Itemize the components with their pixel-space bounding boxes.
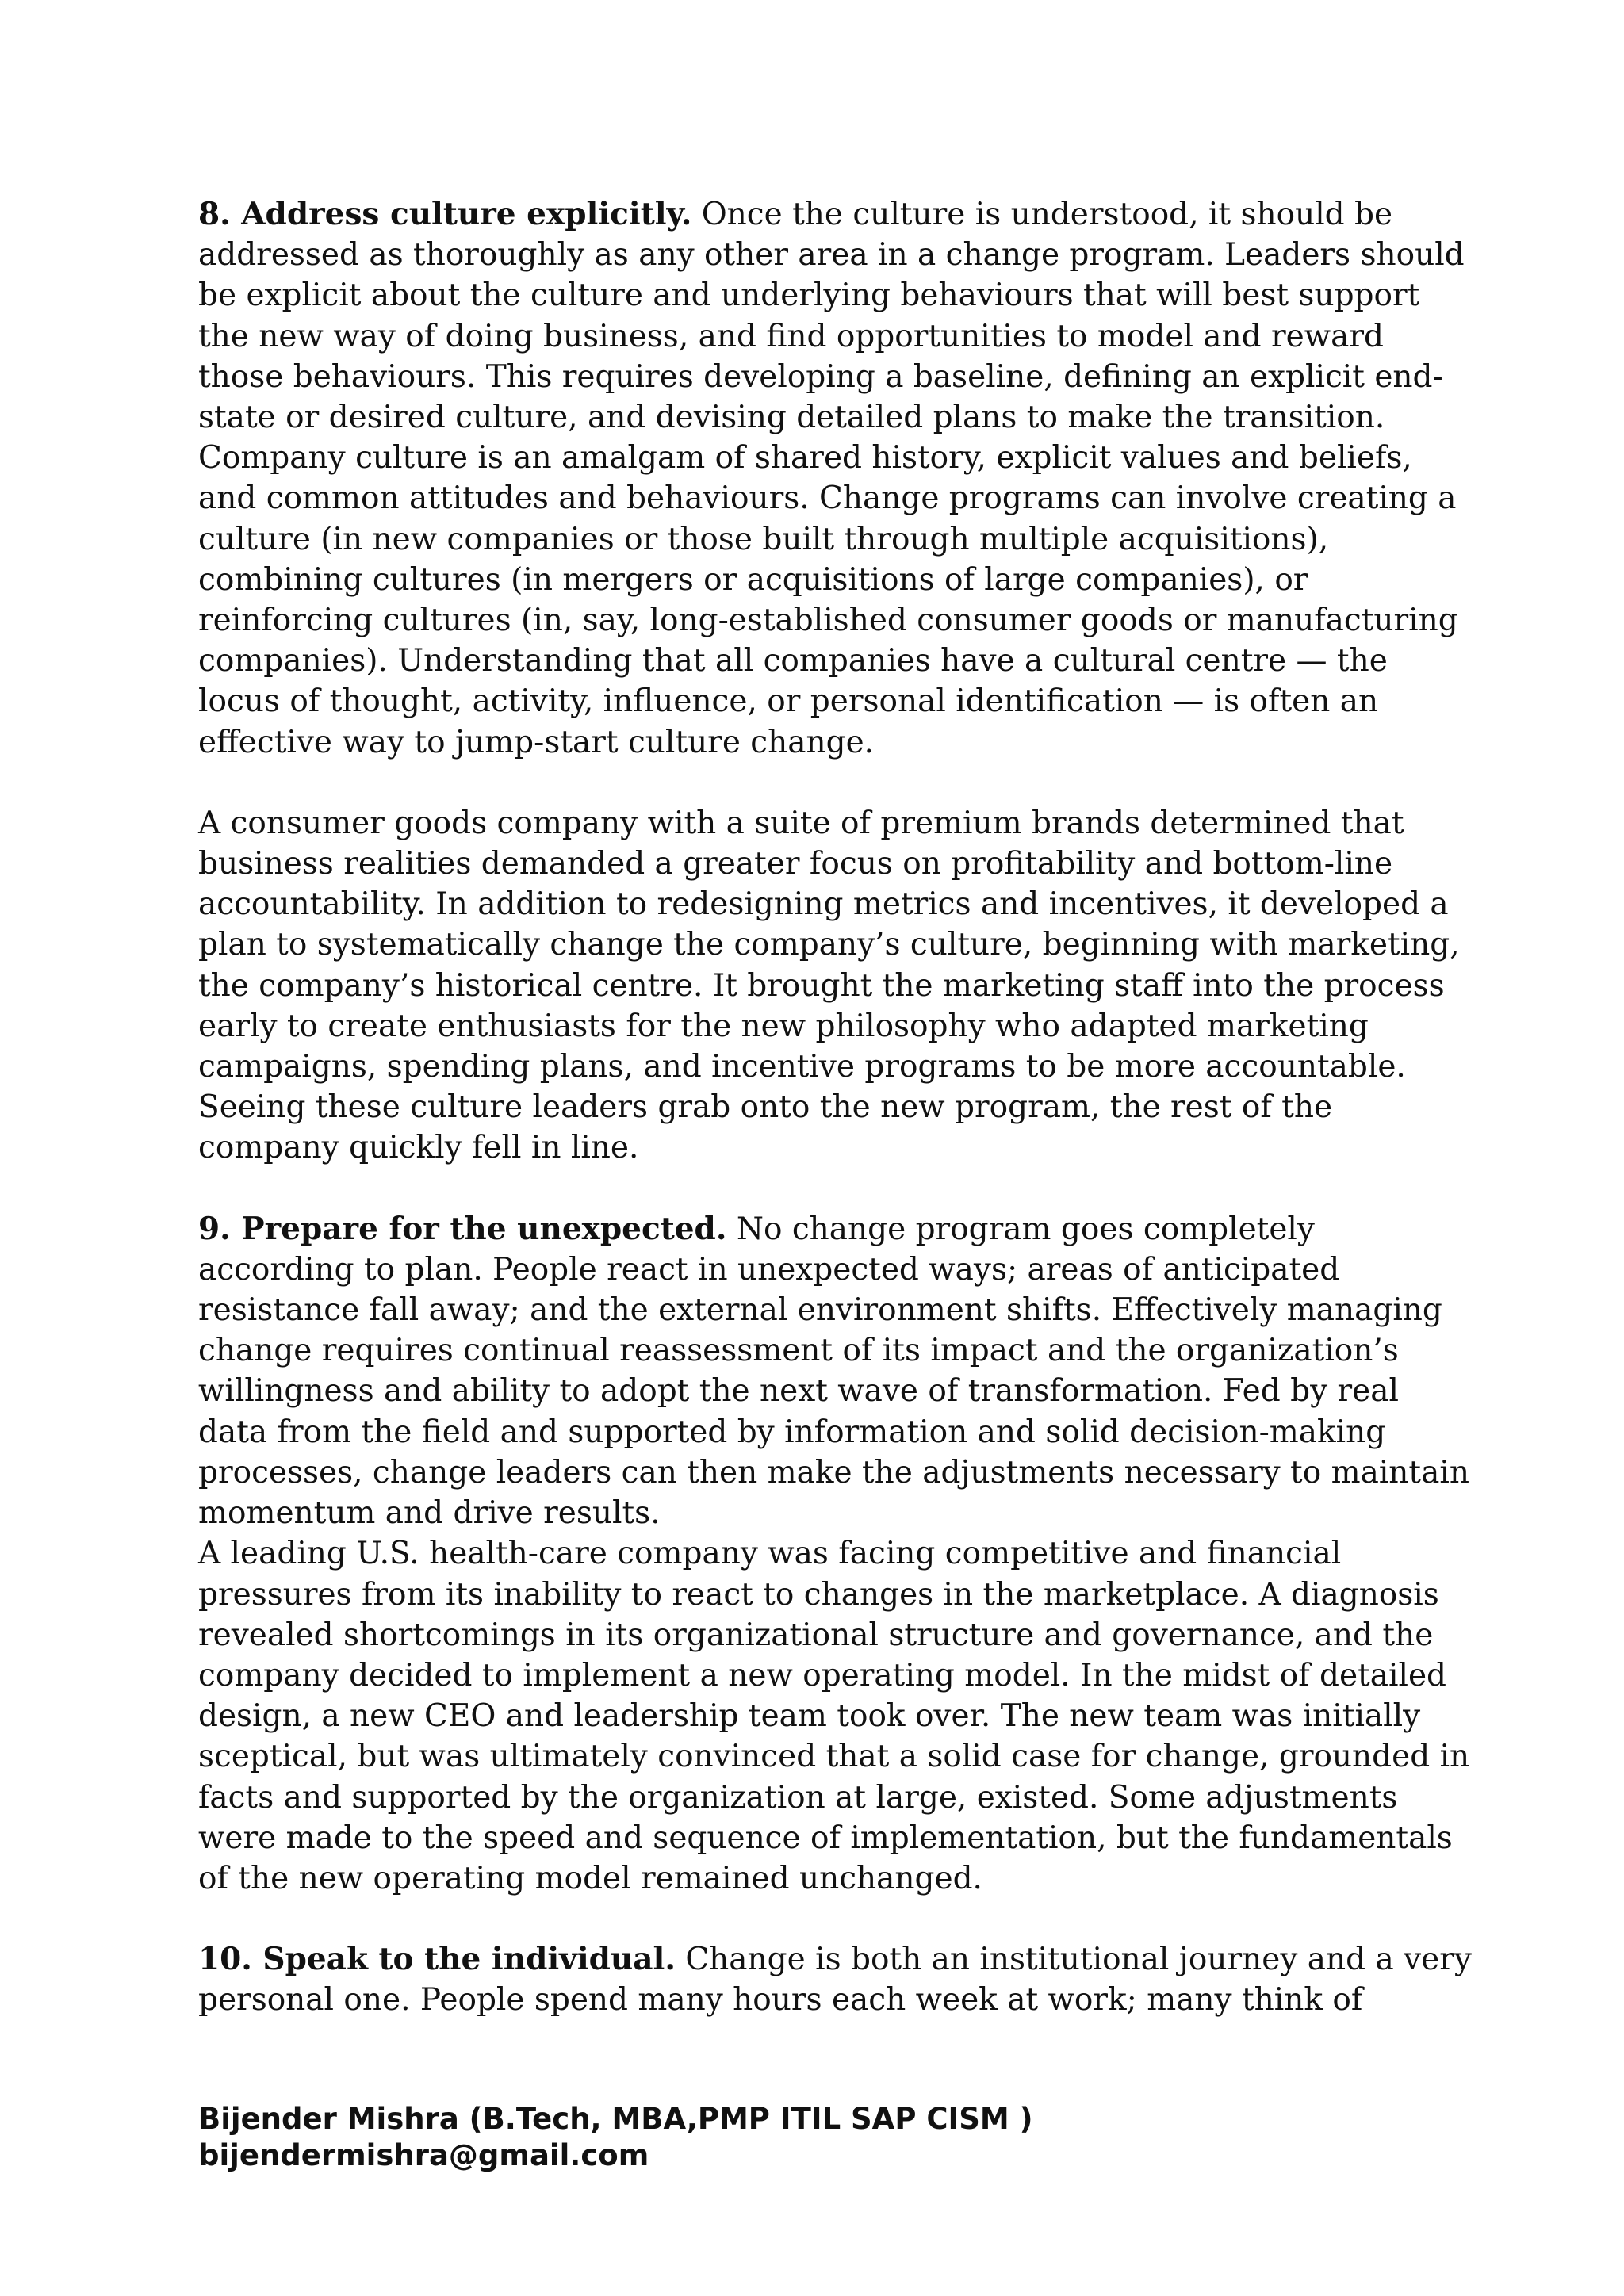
section-9-paragraph (198, 1209, 1475, 1534)
section-9-heading: 9. Prepare for the unexpected. (198, 1210, 727, 1247)
page-footer (198, 2101, 1033, 2174)
section-8-paragraph (198, 194, 1475, 438)
section-8-paragraph-3: A consumer goods company with a suite of premium brands determined that business realities demanded a greater focus on profitability and bottom-line accountability. In addition to redesigning metrics and incentives, it developed a plan to systematically change the company’s culture, beginning with marketing, the company’s historical centre. It brought the marketing staff into the process early to create enthusiasts for the new philosophy who adapted marketing campaigns, spending plans, and incentive programs to be more accountable. Seeing these culture leaders grab onto the new program, the rest of the company quickly fell in line. (198, 805, 1460, 1166)
section-9-text: No change program goes completely according to plan. People react in unexpected ways; areas of anticipated resistance fall away; and the external environment shifts. Effectively managing change requires continual reassessment of its impact and the organization’s willingness and ability to adopt the next wave of transformation. Fed by real data from the field and supported by information and solid decision-making processes, change leaders can then make the adjustments necessary to maintain momentum and drive results. (198, 1211, 1469, 1532)
body-text (198, 194, 1475, 2021)
author-email: bijendermishra@gmail.com (198, 2138, 649, 2172)
section-8-paragraph-2: Company culture is an amalgam of shared history, explicit values and beliefs, and common attitudes and behaviours. Change programs can involve creating a culture (in new companies or those built through multiple acquisitions), combining cultures (in mergers or acquisitions of large companies), or reinforcing cultures (in, say, long-established consumer goods or manufacturing companies). Understanding that all companies have a cultural centre — the locus of thought, activity, influence, or personal identification — is often an effective way to jump-start culture change. (198, 440, 1458, 760)
author-credentials: Bijender Mishra (B.Tech, MBA,PMP ITIL SAP CISM ) (198, 2102, 1033, 2136)
section-9-paragraph-2: A leading U.S. health-care company was facing competitive and financial pressures from its inability to react to changes in the marketplace. A diagnosis revealed shortcomings in its organizational structure and governance, and the company decided to implement a new operating model. In the midst of detailed design, a new CEO and leadership team took over. The new team was initially sceptical, but was ultimately convinced that a solid case for change, grounded in facts and supported by the organization at large, existed. Some adjustments were made to the speed and sequence of implementation, but the fundamentals of the new operating model remained unchanged. (198, 1536, 1470, 1896)
section-10-paragraph (198, 1939, 1475, 2020)
section-8-heading: 8. Address culture explicitly. (198, 196, 692, 232)
section-10-heading: 10. Speak to the individual. (198, 1941, 676, 1978)
section-8-text: Once the culture is understood, it should be addressed as thoroughly as any other area in a change program. Leaders should be explicit about the culture and underlying behaviours that will best support the new way of doing business, and find opportunities to model and reward those behaviours. This requires developing a baseline, defining an explicit end-state or desired culture, and devising detailed plans to make the transition. (198, 197, 1465, 436)
section-10-text: Change is both an institutional journey and a very personal one. People spend many hours each week at work; many think of (198, 1942, 1472, 2019)
